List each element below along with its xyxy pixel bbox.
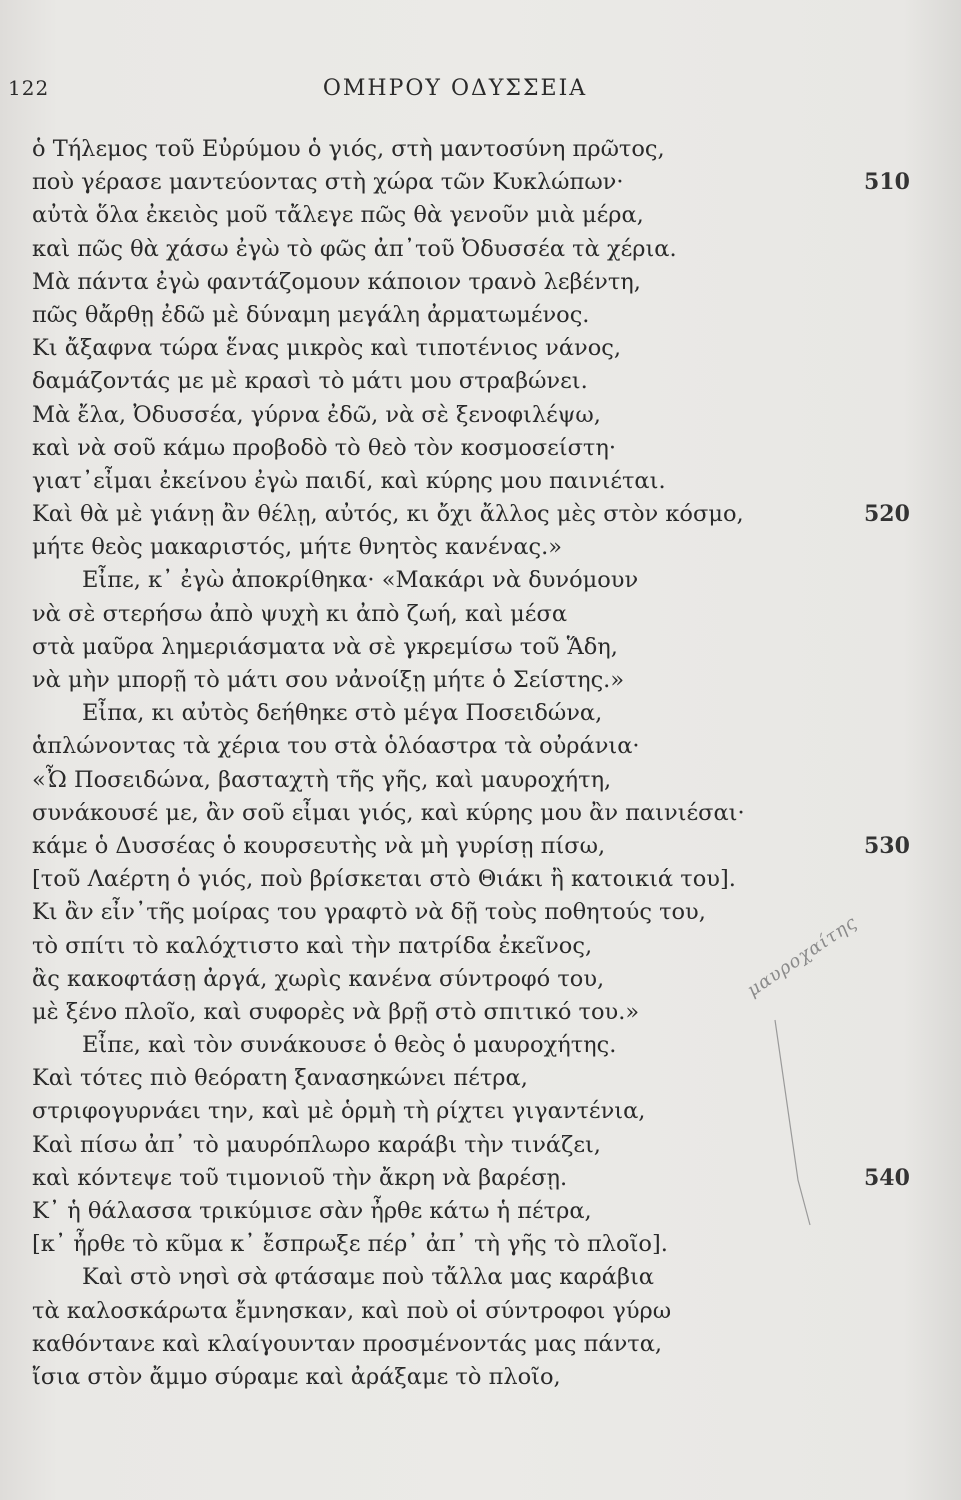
verse-text: Κι ἂν εἶν᾽τῆς μοίρας του γραφτὸ νὰ δῇ τοὺς ποθητούς του, [32, 899, 706, 926]
verse-line [32, 764, 932, 797]
line-number: 520 [864, 501, 910, 528]
verse-line [32, 797, 932, 830]
verse-line [32, 233, 932, 266]
verse-text: συνάκουσέ με, ἂν σοῦ εἶμαι γιός, καὶ κύρης μου ἂν παινιέσαι· [32, 799, 745, 826]
verse-text: καὶ πῶς θὰ χάσω ἐγὼ τὸ φῶς ἀπ᾽τοῦ Ὀδυσσέα τὰ χέρια. [32, 235, 677, 262]
verse-line [32, 830, 932, 863]
verse-text: καὶ κόντεψε τοῦ τιμονιοῦ τὴν ἄκρη νὰ βαρέσῃ. [32, 1164, 568, 1191]
verse-text: αὐτὰ ὅλα ἐκειὸς μοῦ τἄλεγε πῶς θὰ γενοῦν μιὰ μέρα, [32, 202, 644, 229]
verse-text: Μὰ ἔλα, Ὀδυσσέα, γύρνα ἐδῶ, νὰ σὲ ξενοφιλέψω, [32, 401, 601, 428]
verse-text: καθόντανε καὶ κλαίγουνταν προσμένοντάς μας πάντα, [32, 1330, 663, 1357]
verse-line [32, 266, 932, 299]
verse-line [32, 399, 932, 432]
verse-text: νὰ μὴν μπορῇ τὸ μάτι σου νἀνοίξῃ μήτε ὁ Σείστης.» [32, 667, 625, 693]
verse-line [32, 730, 932, 763]
verse-text: μὲ ξένο πλοῖο, καὶ συφορὲς νὰ βρῇ στὸ σπιτικό του.» [32, 998, 640, 1025]
verse-text: τὸ σπίτι τὸ καλόχτιστο καὶ τὴν πατρίδα ἐκεῖνος, [32, 932, 593, 959]
verse-text: ὁ Τήλεμος τοῦ Εὐρύμου ὁ γιός, στὴ μαντοσύνη πρῶτος, [32, 136, 665, 162]
handwritten-annotation: μαυροχαίτης [743, 911, 862, 1001]
verse-line [32, 1228, 932, 1261]
verse-text: νὰ σὲ στερήσω ἀπὸ ψυχὴ κι ἀπὸ ζωή, καὶ μέσα [32, 600, 568, 627]
verse-line [32, 896, 932, 929]
verse-text: γιατ᾽εἶμαι ἐκείνου ἐγὼ παιδί, καὶ κύρης μου παινιέται. [32, 467, 666, 494]
verse-text: Κι ἄξαφνα τώρα ἕνας μικρὸς καὶ τιποτένιος νάνος, [32, 335, 622, 362]
verse-text: ἂς κακοφτάσῃ ἀργά, χωρὶς κανένα σύντροφό του, [32, 965, 605, 992]
verse-line [32, 199, 932, 232]
verse-line [32, 631, 932, 664]
page-header [0, 76, 961, 106]
verse-line [32, 1261, 932, 1294]
verse-text: ποὺ γέρασε μαντεύοντας στὴ χώρα τῶν Κυκλώπων· [32, 169, 624, 196]
verse-line [32, 697, 932, 730]
verse-text: Μὰ πάντα ἐγὼ φαντάζομουν κάποιον τρανὸ λεβέντη, [32, 268, 641, 295]
verse-text: [κ᾽ ἦρθε τὸ κῦμα κ᾽ ἔσπρωξε πέρ᾽ ἀπ᾽ τὴ γῆς τὸ πλοῖο]. [32, 1231, 668, 1258]
verse-text: δαμάζοντάς με μὲ κρασὶ τὸ μάτι μου στραβώνει. [32, 368, 588, 395]
verse-line [32, 166, 932, 199]
verse-line [32, 332, 932, 365]
verse-text: [τοῦ Λαέρτη ὁ γιός, ποὺ βρίσκεται στὸ Θιάκι ἢ κατοικιά του]. [32, 866, 736, 893]
verse-text: κάμε ὁ Δυσσέας ὁ κουρσευτὴς νὰ μὴ γυρίσῃ πίσω, [32, 832, 606, 859]
pencil-margin-stroke [770, 1000, 830, 1230]
verse-line [32, 133, 932, 166]
page-number: 122 [8, 76, 50, 100]
verse-line [32, 1328, 932, 1361]
verse-text: Εἶπα, κι αὐτὸς δεήθηκε στὸ μέγα Ποσειδώνα, [82, 700, 603, 727]
verse-line [32, 531, 932, 564]
verse-text: στριφογυρνάει την, καὶ μὲ ὁρμὴ τὴ ρίχτει γιγαντένια, [32, 1098, 646, 1125]
verse-text: Εἶπε, κ᾽ ἐγὼ ἀποκρίθηκα· «Μακάρι νὰ δυνόμουν [82, 567, 639, 594]
verse-text: Καὶ τότες πιὸ θεόρατη ξανασηκώνει πέτρα, [32, 1065, 528, 1092]
verse-line [32, 664, 932, 697]
verse-text: ἁπλώνοντας τὰ χέρια του στὰ ὁλόαστρα τὰ οὐράνια· [32, 733, 640, 760]
verse-text: καὶ νὰ σοῦ κάμω προβοδὸ τὸ θεὸ τὸν κοσμοσείστη· [32, 434, 617, 461]
verse-text: τὰ καλοσκάρωτα ἔμνησκαν, καὶ ποὺ οἱ σύντροφοι γύρω [32, 1297, 672, 1324]
verse-text: Καὶ στὸ νησὶ σὰ φτάσαμε ποὺ τἄλλα μας καράβια [82, 1264, 655, 1291]
verse-line [32, 498, 932, 531]
verse-line [32, 863, 932, 896]
verse-line [32, 365, 932, 398]
verse-text: Καὶ θὰ μὲ γιάνῃ ἂν θέλῃ, αὐτός, κι ὄχι ἄλλος μὲς στὸν κόσμο, [32, 501, 744, 528]
line-number: 540 [864, 1164, 910, 1191]
line-number: 530 [864, 832, 910, 859]
verse-line [32, 465, 932, 498]
verse-text: στὰ μαῦρα λημεριάσματα νὰ σὲ γκρεμίσω τοῦ Ἅδη, [32, 633, 618, 660]
verse-line [32, 299, 932, 332]
verse-text: πῶς θἄρθῃ ἐδῶ μὲ δύναμη μεγάλη ἀρματωμένος. [32, 301, 590, 328]
verse-text: Κ᾽ ἡ θάλασσα τρικύμισε σὰν ἦρθε κάτω ἡ πέτρα, [32, 1198, 592, 1224]
verse-line [32, 432, 932, 465]
line-number: 510 [864, 169, 910, 196]
verse-text: ἴσια στὸν ἄμμο σύραμε καὶ ἀράξαμε τὸ πλοῖο, [32, 1363, 561, 1390]
verse-line [32, 1361, 932, 1394]
verse-text: Καὶ πίσω ἀπ᾽ τὸ μαυρόπλωρο καράβι τὴν τινάζει, [32, 1131, 601, 1158]
verse-text: μήτε θεὸς μακαριστός, μήτε θνητὸς κανένας.» [32, 534, 563, 561]
verse-line [32, 598, 932, 631]
verse-line [32, 564, 932, 597]
running-title: ΟΜΗΡΟΥ ΟΔΥΣΣΕΙΑ [322, 76, 588, 101]
verse-line [32, 1295, 932, 1328]
verse-text: Εἶπε, καὶ τὸν συνάκουσε ὁ θεὸς ὁ μαυροχήτης. [82, 1032, 617, 1059]
verse-text: «Ὦ Ποσειδώνα, βασταχτὴ τῆς γῆς, καὶ μαυροχήτη, [32, 766, 612, 793]
